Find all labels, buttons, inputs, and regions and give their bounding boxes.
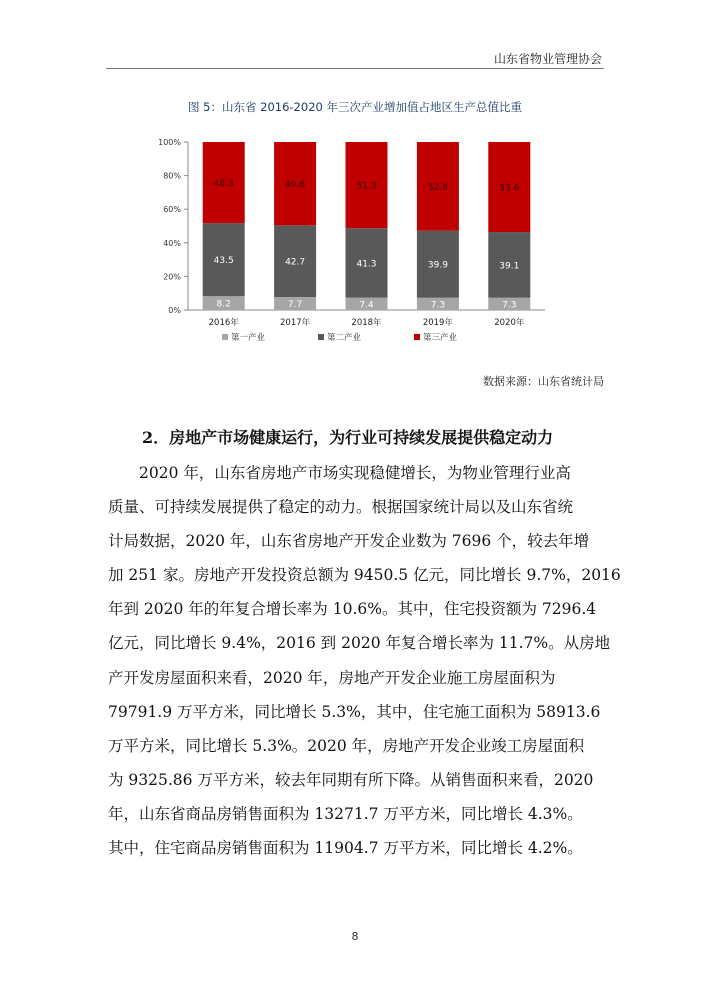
paragraph-line: 质量、可持续发展提供了稳定的动力。根据国家统计局以及山东省统: [108, 498, 574, 517]
data-label: 51.3: [356, 181, 377, 192]
paragraph-line: 加 251 家。房地产开发投资总额为 9450.5 亿元，同比增长 9.7%，2016: [108, 566, 621, 585]
data-label: 49.6: [285, 180, 306, 191]
figure-caption: 图 5：山东省 2016-2020 年三次产业增加值占地区生产总值比重: [188, 100, 522, 114]
data-label: 52.8: [427, 182, 448, 193]
y-tick-label: 60%: [163, 205, 181, 215]
data-label: 41.3: [356, 259, 377, 270]
data-label: 48.3: [213, 179, 234, 190]
legend-swatch: [414, 334, 420, 340]
x-tick-label: 2019年: [422, 318, 453, 328]
y-tick-label: 80%: [163, 171, 181, 181]
paragraph-line: 年到 2020 年的年复合增长率为 10.6%。其中，住宅投资额为 7296.4: [108, 600, 597, 619]
stacked-bar-chart: [150, 130, 550, 352]
header-organization: 山东省物业管理协会: [493, 52, 602, 66]
section-heading: 2．房地产市场健康运行，为行业可持续发展提供稳定动力: [142, 428, 554, 447]
paragraph-line: 万平方米，同比增长 5.3%。2020 年，房地产开发企业竣工房屋面积: [108, 736, 585, 755]
data-label: 7.3: [502, 300, 517, 311]
paragraph-line: 亿元，同比增长 9.4%，2016 到 2020 年复合增长率为 11.7%。从房地: [108, 634, 611, 653]
page-number: 8: [351, 930, 359, 943]
data-label: 42.7: [285, 257, 306, 268]
header-divider: [106, 68, 604, 69]
paragraph-line: 计局数据，2020 年，山东省房地产开发企业数为 7696 个，较去年增: [108, 532, 590, 551]
x-tick-label: 2017年: [280, 318, 311, 328]
paragraph-line: 产开发房屋面积来看，2020 年，房地产开发企业施工房屋面积为: [108, 668, 556, 687]
legend-label: 第一产业: [231, 333, 266, 343]
y-tick-label: 0%: [168, 306, 181, 315]
legend-label: 第二产业: [327, 333, 362, 343]
x-tick-label: 2020年: [494, 318, 525, 328]
legend-swatch: [318, 334, 324, 340]
data-label: 43.5: [213, 256, 234, 267]
paragraph-line: 年，山东省商品房销售面积为 13271.7 万平方米，同比增长 4.3%。: [108, 804, 583, 823]
paragraph-line: 79791.9 万平方米，同比增长 5.3%，其中，住宅施工面积为 58913.6: [108, 702, 601, 721]
x-tick-label: 2018年: [351, 318, 382, 328]
data-label: 7.4: [359, 300, 374, 311]
y-tick-label: 100%: [158, 138, 181, 147]
paragraph-line: 其中，住宅商品房销售面积为 11904.7 万平方米，同比增长 4.2%。: [108, 839, 583, 858]
data-label: 7.3: [430, 300, 446, 311]
legend-swatch: [222, 334, 228, 340]
data-label: 53.6: [499, 183, 520, 194]
paragraph-line: 为 9325.86 万平方米，较去年同期有所下降。从销售面积来看，2020: [108, 770, 594, 789]
data-label: 39.1: [499, 261, 520, 272]
y-tick-label: 20%: [163, 272, 181, 282]
body-paragraph: [108, 456, 621, 865]
legend-label: 第三产业: [423, 333, 458, 343]
y-tick-label: 40%: [163, 238, 181, 248]
data-label: 7.7: [287, 300, 303, 311]
data-label: 39.9: [427, 260, 448, 271]
figure-source: 数据来源：山东省统计局: [483, 375, 604, 388]
paragraph-line: 2020 年，山东省房地产市场实现稳健增长，为物业管理行业高: [108, 464, 571, 482]
x-tick-label: 2016年: [208, 318, 239, 328]
data-label: 8.2: [216, 299, 231, 310]
